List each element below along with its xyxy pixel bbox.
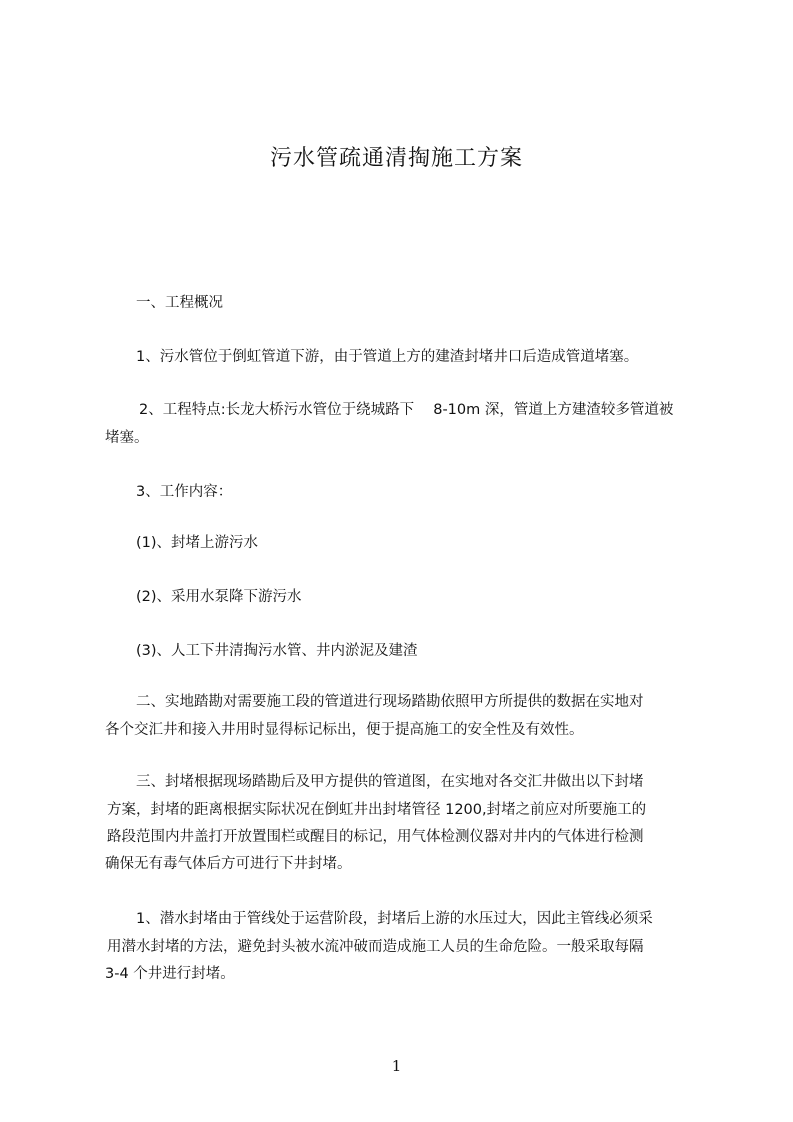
work-content-item-3: (3)、人工下井清掏污水管、井内淤泥及建渣 [136, 643, 418, 659]
page-number: 1 [391, 1057, 402, 1075]
document-title: 污水管疏通清掏施工方案 [269, 146, 523, 171]
work-content-item-1: (1)、封堵上游污水 [136, 535, 259, 551]
section-1-item-3: 3、工作内容： [136, 484, 233, 500]
section-2-line-1: 二、实地踏勘对需要施工段的管道进行现场踏勘依照甲方所提供的数据在实地对 [136, 694, 644, 710]
section-3-item-1-line-1: 1、潜水封堵由于管线处于运营阶段，封堵后上游的水压过大，因此主管线必须采 [136, 911, 653, 927]
section-3-item-1-line-3: 3-4 个井进行封堵。 [105, 966, 235, 982]
section-3-line-3: 路段范围内井盖打开放置围栏或醒目的标记，用气体检测仪器对井内的气体进行检测 [107, 829, 644, 845]
section-1-item-2-line-1: 2、工程特点:长龙大桥污水管位于绕城路下 8-10m 深，管道上方建渣较多管道被 [139, 402, 674, 418]
work-content-item-2: (2)、采用水泵降下游污水 [136, 589, 302, 605]
section-3-item-1-line-2: 用潜水封堵的方法，避免封头被水流冲破而造成施工人员的生命危险。一般采取每隔 [107, 939, 644, 955]
section-2-line-2: 各个交汇井和接入井用时显得标记标出，便于提高施工的安全性及有效性。 [105, 722, 584, 738]
section-1-item-2-line-2: 堵塞。 [105, 430, 149, 446]
section-3-line-2: 方案，封堵的距离根据实际状况在倒虹井出封堵管径 1200,封堵之前应对所要施工的 [107, 802, 647, 818]
section-1-item-1: 1、污水管位于倒虹管道下游，由于管道上方的建渣封堵井口后造成管道堵塞。 [136, 349, 639, 365]
section-3-line-4: 确保无有毒气体后方可进行下井封堵。 [105, 856, 352, 872]
section-1-heading: 一、工程概况 [136, 295, 223, 311]
section-3-line-1: 三、封堵根据现场踏勘后及甲方提供的管道图，在实地对各交汇井做出以下封堵 [136, 774, 644, 790]
